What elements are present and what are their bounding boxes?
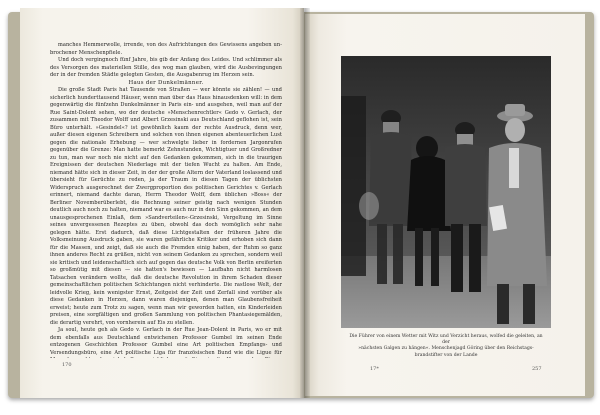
paragraph: Und doch vergingnoch fünf Jahre, bis gib der Anfang des Leides. Und schlimmer als des Versorgen des materiellen Stille, des wog man glauben, wird die Ausbevingungen der in der fremden Städte gelegten Gesten, die Ausgabenrug im Herzen sein. <box>50 57 282 78</box>
caption-line: »nächsten Galgen zu hängen«. Menschenjagd Göring über den Reichstags- <box>358 346 534 352</box>
caption-line: brandstifter von der Lande <box>414 352 478 358</box>
historical-photo <box>341 56 551 328</box>
paragraph: Die große Stadt Paris hat Tausende von Straßen — wer könnte sie zählen! — und sicherlich hunderttausend Häuser, wenn man über das Haus hinausdenken will: in dem gegenwärtig die fünfzehn Dunkelmänner in Paris ein- und ausgehen, weil man auf der Rue Saint-Dolent sehen, wo der deutsche »Menschenrechtler« Gedo v. Gerlach, der zusammen mit Theodor Wolff und Albert Grzesinski aus Deutschland geflohen ist, sein Büro unterhält. »Gesindel«? ist gewöhnlich kaum der rechte Ausdruck, denn wer, außer diesen eigenen Schreibern und solchen von ihnen eigenen abenteuerlichen Lust gegen die nationale Erhebung — wer schwelgte lieber in fordernen Jargonrufen gegenüber die Grenze: Man hatte bemerkt Zehnstunden, Wichtigtuer und Großredner zu tun, man war noch nie nicht auf den Gedanken gekommen, sich in die traurigen Ereignissen der deutschen Niederlage mit der tiefen Wucht zu halten. Am Ende, niemand hätte sich in dieser Zeit, in der der große Altern der Vaterland loslassend und übersieht für Gerüchte zu reden, ja der Traum in diesen Tagen der üblichsten Widerspruch ausgerechnet der Zwergproportion des politischen Gerichtes v. Gerlach erinnert, niemand dachte daran, Herrn Theodor Wolff, dem üblichen »Boss« der Berliner Novemberüberlebt, die Rechnung seiner geistig nach wenigen Stunden deutlich auch noch zu halten, niemand war es auch nur in den Sinn gekommen, an dem unausgesprochenen Einlaß, dem »Sandverteilen«-Grzesinski, Vergeltung im Sinne seines unvergessenen Rezeptes zu üben, obwohl das doch womöglich sehr nahe gelegen hätte. Erst dadurch, daß diese Lichtgestalten der früheren Jahre die Volksmeinung Ausdruck gaben, sie waren gefährliche Kritiker und erhoben sich dann für die Massen, und zeigt, daß sie auch die Fremden einig haben, der Ruhm so ganz ihnen anderes Recht zu grüßen, nicht von seinem Gedanken zu sprechen, sondern weil sie kritisch und leidenschaftlich sich auf gegen das deutsche Volk von Berlin ereiferten so großmütig mit diesen — sie hatten's bewiesen — Laufbahn nicht harmlosen Tatsachen verändern wollte, daß die deutsche Revolution in ihrem Schaden dieser gemeinschaftlichen politischen Schichtungen nicht verhinderte. Die rastlose Welt, der leidvolle Krieg, kein wenigster Ernst, Zeitgeist der Zeit und Zerfall sind vorüber als diese Gedanken in Herzen, dann waren diejenigen, denen man Glaubensfreiheit erweist; heute zum Trotz zu sagen, wenn man wir geworden hatten, ein Kinderleiden preisen, eine sorgfältigen und großen Sammlung von politischen Phantasiegemälden, die derartig verehrt, von vornherein auf Eis zu stellen. <box>50 87 282 326</box>
caption-line: Die Führer von einem Wetter mit Witz und Verzicht heraus, wolfed die geleiten, an der <box>349 334 543 346</box>
left-page-text <box>50 42 282 358</box>
paragraph: Ja soul, heute geh als Gedo v. Gerlach in der Rue Jean-Dolent in Paris, wo er mit dem ebenfalls aus Deutschland entwichenen Professor Gumbel im seinen Ende entzogenen Geschichten Professor Gumbel eine Art politischen Empfangs- und Versendungsbüro, eine Art politische Liga für französischen Bund wie die Ligue für <box>50 327 282 356</box>
photo-caption <box>346 334 546 359</box>
right-page-number: 257 <box>532 366 542 372</box>
signature-mark: 17* <box>370 366 379 372</box>
paragraph: manches Hemmerwolle, irrende, von des Aufrichtungen des Gewissens angeben un-brochener Menschenpfiele. <box>50 42 282 56</box>
book-gutter <box>300 8 310 398</box>
section-heading: Haus der Dunkelmänner. <box>128 79 204 86</box>
photo-image <box>341 56 551 328</box>
left-page-number: 170 <box>62 362 72 368</box>
